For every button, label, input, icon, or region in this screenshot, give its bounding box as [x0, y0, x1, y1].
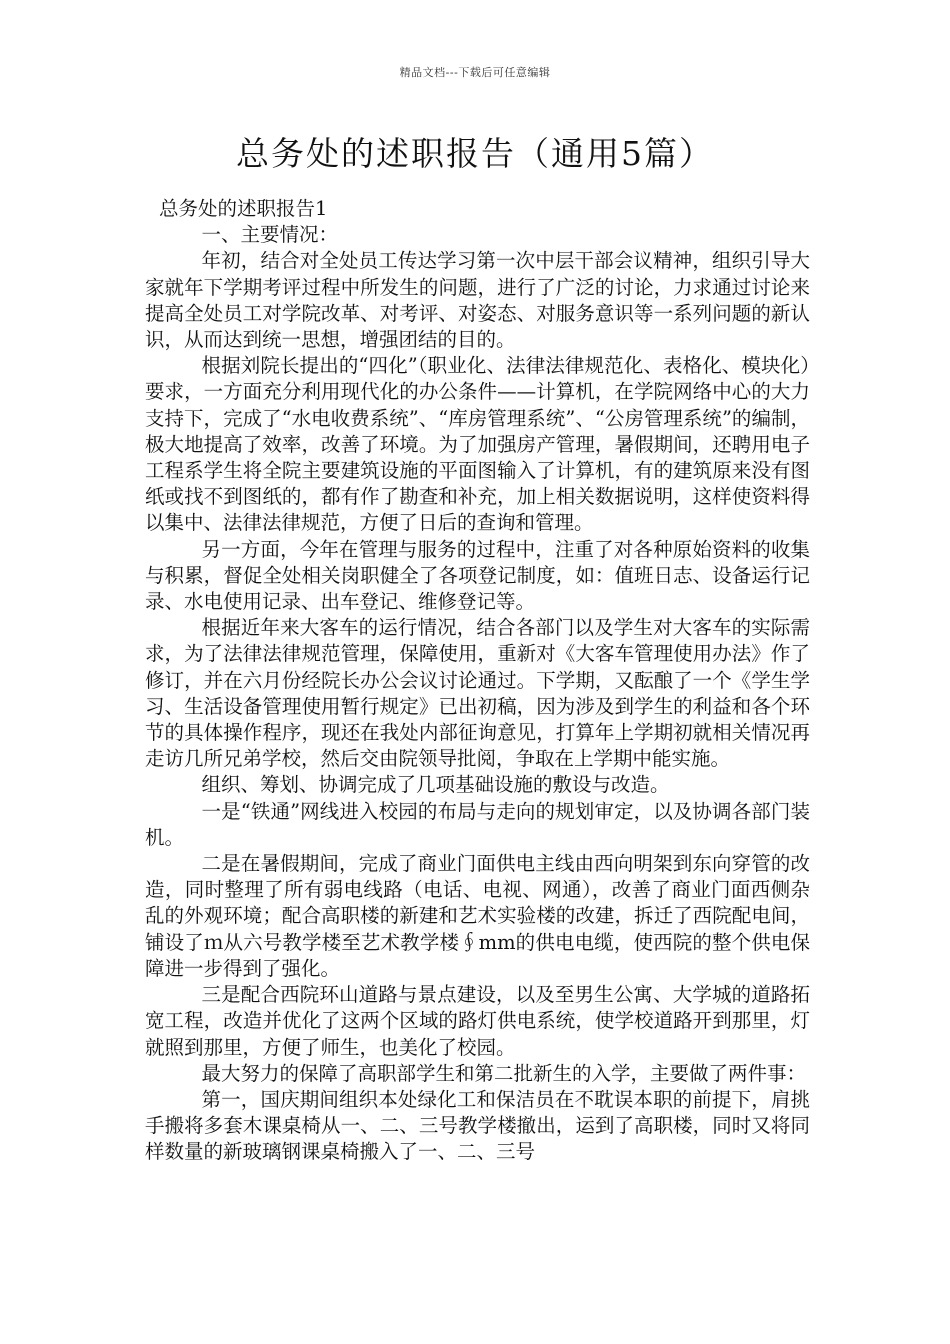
paragraph: 根据刘院长提出的“四化”（职业化、法律法律规范化、表格化、模块化）要求，一方面充分利用现代化的办公条件——计算机，在学院网络中心的大力支持下，完成了“水电收费系统”、“库房管理系统”、“公房管理系统”的编制，极大地提高了效率，改善了环境。为了加强房产管理，暑假期间，还聘用电子工程系学生将全院主要建筑设施的平面图输入了计算机，有的建筑原来没有图纸或找不到图纸的，都有作了勘查和补充，加上相关数据说明，这样使资料得以集中、法律法律规范，方便了日后的查询和管理。 — [145, 354, 810, 535]
paragraph: 第一，国庆期间组织本处绿化工和保洁员在不耽误本职的前提下，肩挑手搬将多套木课桌椅从一、二、三号教学楼撤出，运到了高职楼，同时又将同样数量的新玻璃钢课桌椅搬入了一、二、三号 — [145, 1087, 810, 1164]
page-header: 精品文档---下载后可任意编辑 — [399, 66, 551, 79]
paragraph: 根据近年来大客车的运行情况，结合各部门以及学生对大客车的实际需求，为了法律法律规范管理，保障使用，重新对《大客车管理使用办法》作了修订，并在六月份经院长办公会议讨论通过。下学期，又酝酿了一个《学生学习、生活设备管理使用暂行规定》已出初稿，因为涉及到学生的利益和各个环节的具体操作程序，现还在我处内部征询意见，打算年上学期初就相关情况再走访几所兄弟学校，然后交由院领导批阅，争取在上学期中能实施。 — [145, 616, 810, 771]
paragraph: 另一方面，今年在管理与服务的过程中，注重了对各种原始资料的收集与积累，督促全处相关岗职健全了各项登记制度，如：值班日志、设备运行记录、水电使用记录、出车登记、维修登记等。 — [145, 537, 810, 614]
document-title: 总务处的述职报告（通用5篇） — [236, 134, 714, 173]
paragraph: 三是配合西院环山道路与景点建设，以及至男生公寓、大学城的道路拓宽工程，改造并优化了这两个区域的路灯供电系统，使学校道路开到那里，灯就照到那里，方便了师生，也美化了校园。 — [145, 983, 810, 1059]
paragraph: 年初，结合对全处员工传达学习第一次中层干部会议精神，组织引导大家就年下学期考评过程中所发生的问题，进行了广泛的讨论，力求通过讨论来提高全处员工对学院改革、对考评、对姿态、对服务意识等一系列问题的新认识，从而达到统一思想，增强团结的目的。 — [145, 249, 810, 352]
paragraph: 一、主要情况： — [201, 223, 339, 247]
paragraph: 组织、筹划、协调完成了几项基础设施的敷设与改造。 — [201, 773, 670, 797]
document-body — [145, 196, 810, 1166]
section-subtitle: 总务处的述职报告1 — [159, 197, 328, 220]
paragraph: 最大努力的保障了高职部学生和第二批新生的入学，主要做了两件事： — [201, 1061, 807, 1085]
paragraph: 一是“铁通”网线进入校园的布局与走向的规划审定，以及协调各部门装机。 — [145, 799, 810, 849]
paragraph: 二是在暑假期间，完成了商业门面供电主线由西向明架到东向穿管的改造，同时整理了所有弱电线路（电话、电视、网通），改善了商业门面西侧杂乱的外观环境；配合高职楼的新建和艺术实验楼的改建，拆迁了西院配电间，铺设了ｍ从六号教学楼至艺术教学楼∮mm的供电电缆，使西院的整个供电保障进一步得到了强化。 — [145, 852, 810, 980]
